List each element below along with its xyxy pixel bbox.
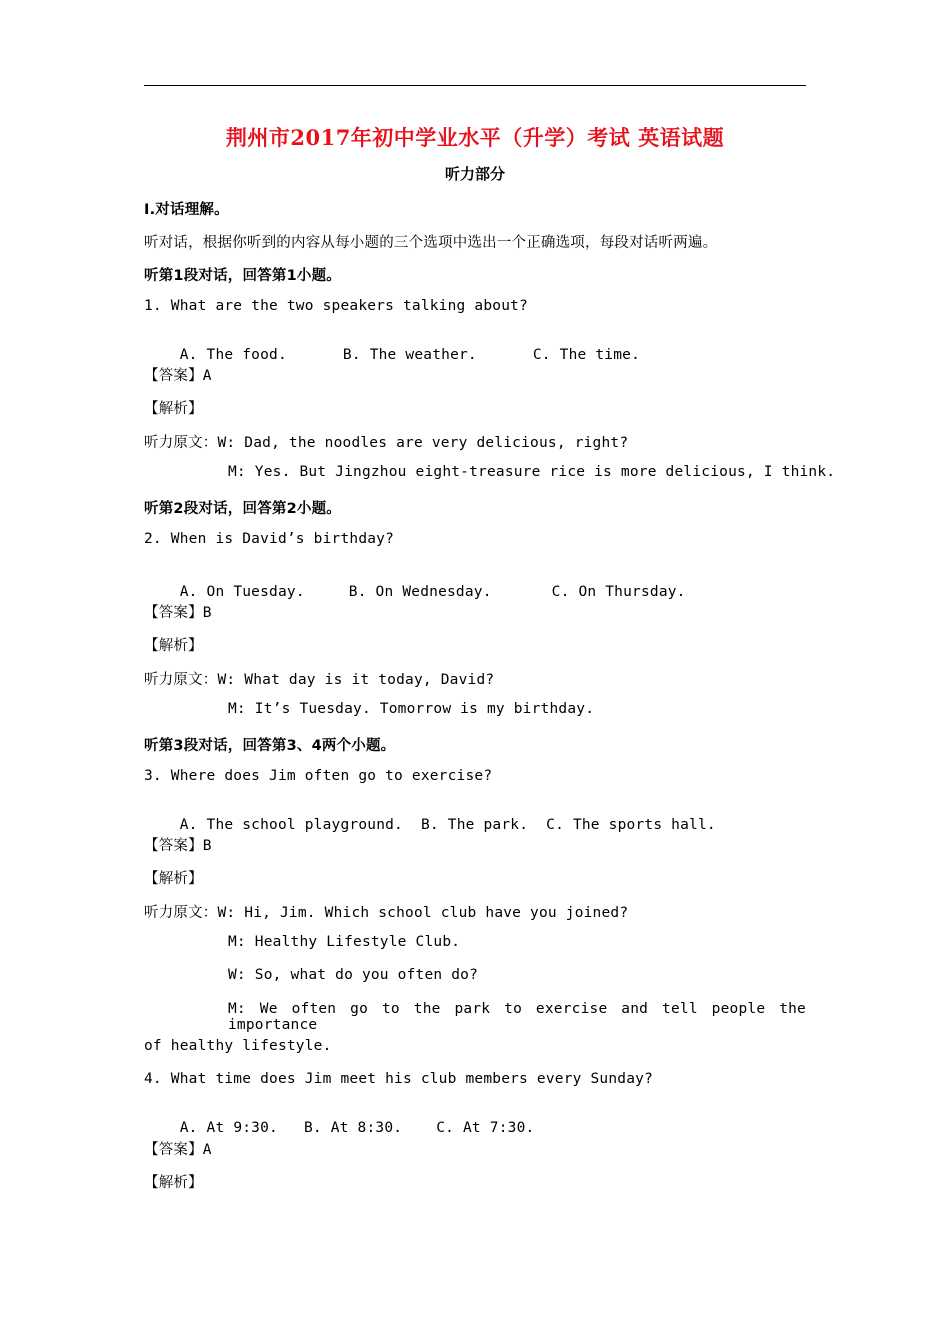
option-a: A. On Tuesday. — [179, 584, 305, 600]
option-b: B. On Wednesday. — [348, 584, 492, 600]
option-c: C. The time. — [532, 347, 641, 363]
page-title: 荆州市2017年初中学业水平（升学）考试 英语试题 — [225, 125, 725, 150]
option-b: B. The weather. — [342, 347, 477, 363]
script-2-line-1: 听力原文：W: What day is it today, David? — [144, 672, 495, 688]
dialogue-2-heading: 听第2段对话，回答第2小题。 — [144, 501, 341, 517]
script-1-line-1: 听力原文：W: Dad, the noodles are very delicious, right? — [144, 435, 629, 451]
script-3-line-5: of healthy lifestyle. — [144, 1038, 332, 1054]
script-1-line-2: M: Yes. But Jingzhou eight-treasure rice is more delicious, I think. — [228, 464, 836, 480]
option-b: B. The park. — [420, 817, 529, 833]
answer-2: 【答案】B — [144, 605, 212, 621]
option-a: A. The school playground. — [179, 817, 403, 833]
question-2-options — [144, 568, 686, 616]
dialogue-3-heading: 听第3段对话，回答第3、4两个小题。 — [144, 738, 396, 754]
section-subtitle: 听力部分 — [444, 165, 505, 183]
option-c: C. On Thursday. — [551, 584, 686, 600]
question-1: 1. What are the two speakers talking about? — [144, 298, 528, 314]
question-4: 4. What time does Jim meet his club members every Sunday? — [144, 1071, 653, 1087]
script-3-line-3: W: So, what do you often do? — [228, 967, 479, 983]
question-3: 3. Where does Jim often go to exercise? — [144, 768, 493, 784]
analysis-4: 【解析】 — [144, 1175, 203, 1191]
script-2-line-2: M: It’s Tuesday. Tomorrow is my birthday. — [228, 701, 595, 717]
section-heading: I.对话理解。 — [144, 202, 229, 218]
option-c: C. At 7:30. — [436, 1120, 535, 1136]
answer-4: 【答案】A — [144, 1142, 212, 1158]
analysis-2: 【解析】 — [144, 638, 203, 654]
script-3-line-2: M: Healthy Lifestyle Club. — [228, 934, 461, 950]
option-a: A. The food. — [179, 347, 287, 363]
analysis-3: 【解析】 — [144, 871, 203, 887]
option-a: A. At 9:30. — [179, 1120, 278, 1136]
answer-3: 【答案】B — [144, 838, 212, 854]
script-3-line-1: 听力原文：W: Hi, Jim. Which school club have you joined? — [144, 905, 629, 921]
question-3-options — [144, 801, 716, 849]
instructions: 听对话，根据你听到的内容从每小题的三个选项中选出一个正确选项，每段对话听两遍。 — [144, 235, 718, 251]
header-rule — [144, 85, 806, 86]
analysis-1: 【解析】 — [144, 401, 203, 417]
question-1-options — [144, 331, 640, 379]
dialogue-1-heading: 听第1段对话，回答第1小题。 — [144, 268, 341, 284]
option-c: C. The sports hall. — [546, 817, 716, 833]
question-2: 2. When is David’s birthday? — [144, 531, 395, 547]
answer-1: 【答案】A — [144, 368, 212, 384]
option-b: B. At 8:30. — [303, 1120, 403, 1136]
script-3-line-4: M: We often go to the park to exercise and tell people the importance — [228, 1001, 806, 1033]
